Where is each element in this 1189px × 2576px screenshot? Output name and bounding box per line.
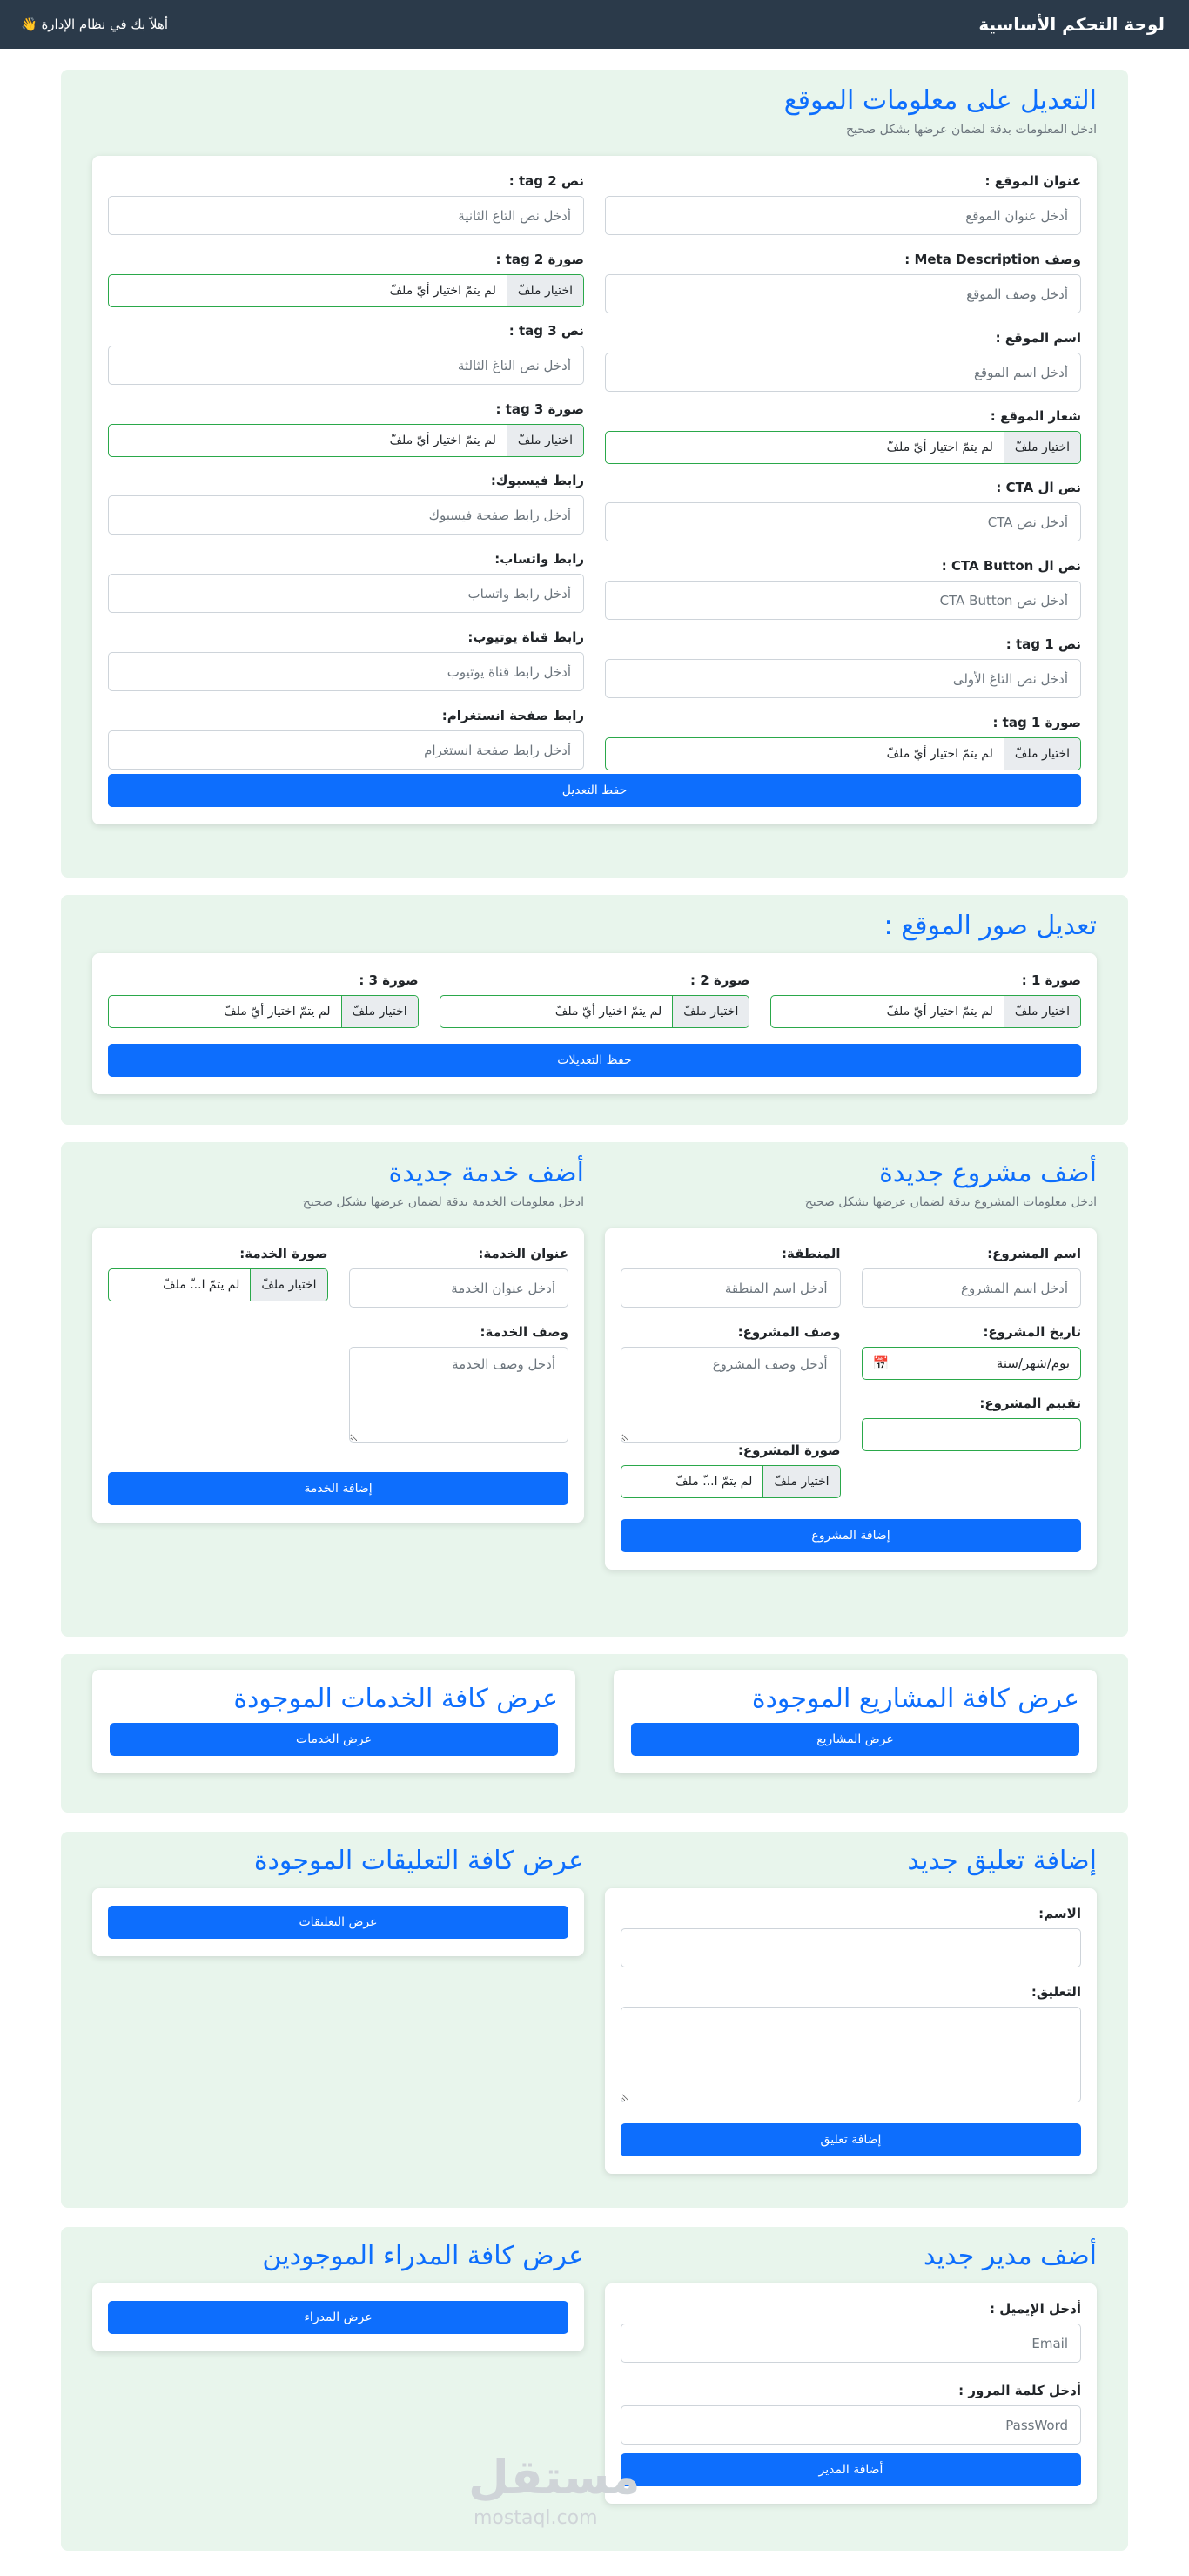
site-info-field — [108, 473, 584, 551]
comment-name-input[interactable] — [621, 1928, 1081, 1967]
no-file-text: لم يتمّ اختيار أيّ ملفّ — [224, 1005, 331, 1019]
site-images-section — [61, 895, 1128, 1125]
site-info-text-input[interactable] — [605, 274, 1081, 313]
project-desc-field — [621, 1324, 841, 1443]
service-desc-textarea[interactable] — [349, 1347, 569, 1443]
add-comment-card — [605, 1888, 1097, 2174]
site-image-2-file-input[interactable] — [440, 995, 750, 1028]
site-image-3-file-input[interactable] — [108, 995, 419, 1028]
service-image-file-input[interactable] — [108, 1268, 328, 1301]
site-info-text-input[interactable] — [108, 196, 584, 235]
add-service-column — [92, 1158, 584, 1570]
site-info-field — [108, 323, 584, 401]
site-info-file-input[interactable] — [605, 431, 1081, 464]
comment-text-label: التعليق: — [1031, 1984, 1081, 2000]
site-info-text-input[interactable] — [605, 581, 1081, 620]
add-project-card — [605, 1228, 1097, 1570]
view-projects-card — [614, 1670, 1097, 1773]
add-admin-card — [605, 2283, 1097, 2504]
project-image-label: صورة المشروع: — [737, 1443, 841, 1458]
choose-file-button[interactable]: اختيار ملفّ — [1004, 996, 1080, 1027]
site-image-2-field — [440, 972, 750, 1028]
site-image-1-file-input[interactable] — [770, 995, 1081, 1028]
project-left-fields — [621, 1246, 841, 1498]
admin-password-field — [621, 2383, 1081, 2445]
service-title-input[interactable] — [349, 1268, 569, 1308]
choose-file-button[interactable]: اختيار ملفّ — [672, 996, 749, 1027]
view-comments-button[interactable]: عرض التعليقات — [108, 1906, 568, 1939]
site-info-text-input[interactable] — [108, 346, 584, 385]
project-desc-label: وصف المشروع: — [737, 1324, 841, 1340]
comments-section — [61, 1832, 1128, 2208]
no-file-text: لم يتمّ ا...ّ ملفّ — [163, 1278, 240, 1292]
no-file-text: لم يتمّ اختيار أيّ ملفّ — [886, 747, 993, 761]
site-images-title: تعديل صور الموقع : — [883, 911, 1097, 941]
project-rating-field — [862, 1396, 1082, 1451]
site-image-2-label: صورة 2 : — [690, 972, 750, 988]
site-info-text-input[interactable] — [605, 502, 1081, 541]
site-info-field-label: صورة tag 3 : — [495, 401, 584, 417]
site-info-field-label: نص tag 1 : — [1005, 636, 1081, 652]
no-file-text: لم يتمّ اختيار أيّ ملفّ — [554, 1005, 662, 1019]
add-admin-column — [605, 2241, 1097, 2504]
project-region-input[interactable] — [621, 1268, 841, 1308]
view-services-title: عرض كافة الخدمات الموجودة — [233, 1684, 558, 1714]
add-comment-title: إضافة تعليق جديد — [907, 1846, 1097, 1876]
add-service-button[interactable]: إضافة الخدمة — [108, 1472, 568, 1505]
comment-name-field — [621, 1906, 1081, 1984]
admin-password-input[interactable] — [621, 2405, 1081, 2445]
site-info-field-label: رابط قناة يوتيوب: — [467, 629, 584, 645]
site-info-field — [605, 480, 1081, 558]
site-info-file-input[interactable] — [108, 424, 584, 457]
site-info-text-input[interactable] — [605, 353, 1081, 392]
calendar-icon[interactable]: 📅 — [872, 1355, 890, 1371]
site-info-card — [92, 156, 1097, 824]
site-info-file-input[interactable] — [108, 274, 584, 307]
site-info-field-label: نص tag 2 : — [508, 173, 584, 189]
site-info-field — [108, 401, 584, 473]
site-info-field-label: نص ال CTA : — [996, 480, 1081, 495]
view-projects-button[interactable]: عرض المشاريع — [631, 1723, 1079, 1756]
view-admins-title: عرض كافة المدراء الموجودين — [262, 2241, 584, 2271]
choose-file-button[interactable]: اختيار ملفّ — [762, 1466, 839, 1497]
project-region-field — [621, 1246, 841, 1324]
add-service-subtitle: ادخل معلومات الخدمة بدقة لضمان عرضها بشكل صحيح — [302, 1195, 584, 1209]
site-info-field-label: نص tag 3 : — [508, 323, 584, 339]
view-services-button[interactable]: عرض الخدمات — [110, 1723, 558, 1756]
site-info-field — [605, 252, 1081, 330]
site-info-text-input[interactable] — [605, 659, 1081, 698]
project-desc-textarea[interactable] — [621, 1347, 841, 1443]
project-name-label: اسم المشروع: — [987, 1246, 1081, 1261]
no-file-text: لم يتمّ اختيار أيّ ملفّ — [389, 434, 496, 447]
service-right-fields — [349, 1246, 569, 1446]
project-name-input[interactable] — [862, 1268, 1082, 1308]
site-info-field — [605, 408, 1081, 480]
watermark-logo: مستقل — [468, 2450, 641, 2505]
site-info-field-label: رابط فيسبوك: — [490, 473, 584, 488]
site-info-title: التعديل على معلومات الموقع — [783, 85, 1097, 116]
no-file-text: لم يتمّ اختيار أيّ ملفّ — [886, 441, 993, 454]
site-info-field-label: عنوان الموقع : — [984, 173, 1081, 189]
project-image-field — [621, 1443, 841, 1498]
site-info-field-label: رابط واتساب: — [494, 551, 584, 567]
service-image-field — [108, 1246, 328, 1301]
site-info-text-input[interactable] — [108, 730, 584, 770]
admin-email-label: أدخل الإيميل : — [990, 2301, 1081, 2317]
choose-file-button[interactable]: اختيار ملفّ — [1004, 432, 1080, 463]
add-project-subtitle: ادخل معلومات المشروع بدقة لضمان عرضها بشكل صحيح — [804, 1195, 1097, 1209]
project-image-file-input[interactable] — [621, 1465, 841, 1498]
navbar-brand[interactable]: لوحة التحكم الأساسية — [978, 14, 1165, 35]
site-image-1-field — [770, 972, 1081, 1028]
site-info-field-label: وصف Meta Description : — [904, 252, 1081, 267]
site-info-file-input[interactable] — [605, 737, 1081, 770]
comment-name-label: الاسم: — [1038, 1906, 1081, 1921]
admin-password-label: أدخل كلمة المرور : — [958, 2383, 1081, 2398]
view-admins-card — [92, 2283, 584, 2351]
project-name-field — [862, 1246, 1082, 1324]
admins-section — [61, 2227, 1128, 2551]
project-rating-label: تقييم المشروع: — [979, 1396, 1081, 1411]
site-info-field — [108, 551, 584, 629]
site-info-right-column — [605, 173, 1081, 786]
admin-email-input[interactable] — [621, 2324, 1081, 2363]
view-projects-title: عرض كافة المشاريع الموجودة — [751, 1684, 1079, 1714]
site-info-text-input[interactable] — [108, 652, 584, 691]
site-image-3-label: صورة 3 : — [359, 972, 419, 988]
site-info-field — [605, 636, 1081, 715]
add-comment-column — [605, 1846, 1097, 2174]
site-image-3-field — [108, 972, 419, 1028]
site-info-field — [108, 173, 584, 252]
welcome-text: أهلاً بك في نظام الإدارة 👋 — [21, 17, 169, 32]
choose-file-button[interactable]: اختيار ملفّ — [507, 425, 583, 456]
save-site-images-button[interactable]: حفظ التعديلات — [108, 1044, 1081, 1077]
site-info-field — [605, 330, 1081, 408]
add-admin-button[interactable]: أضافة المدير — [621, 2453, 1081, 2486]
view-comments-title: عرض كافة التعليقات الموجودة — [253, 1846, 584, 1876]
service-desc-field — [349, 1324, 569, 1446]
site-image-1-label: صورة 1 : — [1021, 972, 1081, 988]
top-navbar — [0, 0, 1189, 49]
site-info-field-label: اسم الموقع : — [995, 330, 1081, 346]
site-info-left-column — [108, 173, 584, 786]
no-file-text: لم يتمّ اختيار أيّ ملفّ — [886, 1005, 993, 1019]
site-info-field — [108, 708, 584, 786]
site-info-field — [108, 252, 584, 323]
save-site-info-button[interactable]: حفظ التعديل — [108, 774, 1081, 807]
service-desc-label: وصف الخدمة: — [480, 1324, 568, 1340]
project-rating-input[interactable] — [862, 1418, 1082, 1451]
project-right-fields — [862, 1246, 1082, 1498]
no-file-text: لم يتمّ اختيار أيّ ملفّ — [389, 284, 496, 298]
watermark-url: mostaql.com — [474, 2507, 598, 2529]
site-info-text-input[interactable] — [605, 196, 1081, 235]
site-info-text-input[interactable] — [108, 495, 584, 535]
site-info-field — [605, 715, 1081, 786]
service-title-label: عنوان الخدمة: — [478, 1246, 568, 1261]
site-info-field-label: رابط صفحة انستغرام: — [441, 708, 584, 723]
add-project-column — [605, 1158, 1097, 1570]
project-date-field — [862, 1324, 1082, 1396]
view-all-section — [61, 1654, 1128, 1813]
site-info-field — [605, 173, 1081, 252]
service-left-fields — [108, 1246, 328, 1446]
site-images-card — [92, 953, 1097, 1094]
view-comments-column — [92, 1846, 584, 2174]
site-info-subtitle: ادخل المعلومات بدقة لضمان عرضها بشكل صحيح — [846, 123, 1097, 137]
site-info-field — [108, 629, 584, 708]
service-image-label: صورة الخدمة: — [239, 1246, 328, 1261]
add-service-title: أضف خدمة جديدة — [388, 1158, 584, 1188]
site-info-field-label: صورة tag 1 : — [992, 715, 1081, 730]
project-date-label: تاريخ المشروع: — [983, 1324, 1081, 1340]
view-admins-button[interactable]: عرض المدراء — [108, 2301, 568, 2334]
admin-email-field — [621, 2301, 1081, 2383]
service-title-field — [349, 1246, 569, 1324]
add-comment-button[interactable]: إضافة تعليق — [621, 2123, 1081, 2156]
add-admin-title: أضف مدير جديد — [923, 2241, 1097, 2271]
project-region-label: المنطقة: — [782, 1246, 841, 1261]
site-info-field-label: صورة tag 2 : — [495, 252, 584, 267]
add-service-card — [92, 1228, 584, 1523]
choose-file-button[interactable]: اختيار ملفّ — [250, 1269, 326, 1301]
project-date-input[interactable] — [862, 1347, 1082, 1380]
choose-file-button[interactable]: اختيار ملفّ — [507, 275, 583, 306]
site-info-field-label: نص ال CTA Button : — [941, 558, 1081, 574]
site-info-field — [605, 558, 1081, 636]
view-comments-card — [92, 1888, 584, 1956]
add-project-service-section — [61, 1142, 1128, 1637]
choose-file-button[interactable]: اختيار ملفّ — [341, 996, 418, 1027]
view-services-card — [92, 1670, 575, 1773]
site-info-section — [61, 70, 1128, 878]
comment-text-field — [621, 1984, 1081, 2106]
choose-file-button[interactable]: اختيار ملفّ — [1004, 738, 1080, 770]
add-project-button[interactable]: إضافة المشروع — [621, 1519, 1081, 1552]
site-info-text-input[interactable] — [108, 574, 584, 613]
comment-textarea[interactable] — [621, 2007, 1081, 2102]
no-file-text: لم يتمّ ا...ّ ملفّ — [675, 1475, 753, 1489]
add-project-title: أضف مشروع جديدة — [879, 1158, 1097, 1188]
date-value: يوم/شهر/سنة — [996, 1355, 1070, 1371]
site-info-field-label: شعار الموقع : — [990, 408, 1081, 424]
